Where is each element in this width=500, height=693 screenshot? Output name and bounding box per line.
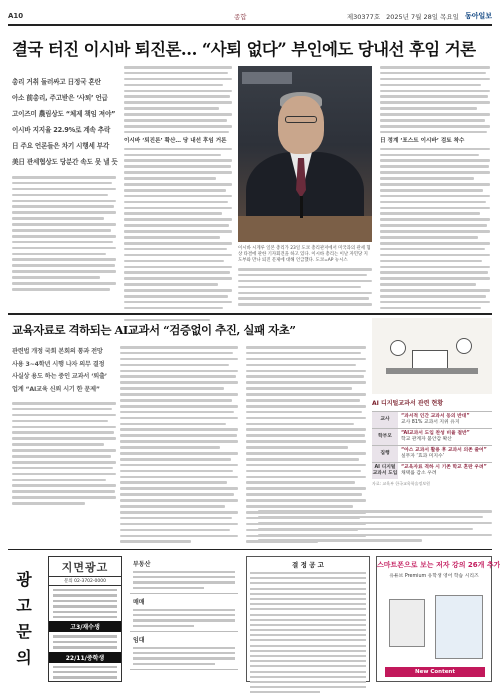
ad-label-char: 의	[16, 648, 32, 667]
box-row-value	[398, 446, 492, 462]
deck-line: 아소 前총리, 주고받은 ‘사퇴’ 언급	[12, 94, 108, 102]
classified-category: 22/11/중학생	[49, 652, 121, 663]
deck-line: 고이즈미 農림상도 “체제 책임 져야”	[12, 110, 116, 118]
box-row-question: “아스 교과서 활용 후 교과서 의존 줄어”	[401, 448, 487, 453]
english-course-ad[interactable]	[376, 556, 500, 682]
box-row-answer: 학교 관계자 불안감 확산	[401, 437, 452, 442]
box-row	[372, 445, 492, 462]
book-cover-image	[435, 595, 483, 659]
small-ad-item[interactable]	[130, 632, 238, 670]
small-ads	[130, 556, 238, 682]
newspaper-logo: 동아일보	[464, 12, 492, 20]
box-row-value	[398, 463, 492, 479]
deck-line: 사용 3~4학년 시행 나자 의무 결정	[12, 360, 105, 368]
box-row-question: “교육자료 격하 시 기존 학교 혼란 우려”	[401, 465, 487, 470]
photo-caption: 이시바 시게루 일본 총리가 23일 도쿄 총리관저에서 미국과의 관세 협상 타결에 관한 기자회견을 하고 있다. 이시바 총리는 이날 자민당 지도부와 만나 퇴진 문제에 대해 언급했다. 도쿄=AP 뉴시스	[238, 246, 371, 263]
classified-ad[interactable]	[48, 556, 122, 682]
issue-date: 2025년 7월 28일 목요일	[386, 12, 459, 21]
second-headline: 교육자료로 격하되는 AI교과서 “검증없이 추진, 실패 자초”	[12, 323, 296, 337]
deck-line: 관련법 개정 국회 본회의 통과 전망	[12, 348, 103, 355]
lead-body-col2	[124, 66, 232, 324]
book-cover-image	[389, 599, 425, 647]
deck-line: 사실상 용도 하는 중인 교과서 ‘퇴출’	[12, 373, 107, 380]
small-ad-title: 부동산	[133, 561, 151, 568]
box-row-question: “과서적 인간 교과서 동의 반대”	[401, 414, 470, 419]
ad-label-char: 문	[16, 622, 32, 641]
ai-textbook-illustration	[372, 318, 492, 394]
lead-subhead: 이시바 ‘퇴진론’ 확산… 당 내선 후임 거론	[124, 137, 227, 144]
deck-line: 美日 관세협상도 당분간 속도 못 낼 듯	[12, 158, 118, 166]
english-ad-cta: New Content	[385, 667, 485, 677]
deck-line: 이시바 지지율 22.9%로 계속 추락	[12, 126, 111, 134]
box-row-key: 학부모	[372, 429, 398, 445]
box-row-key: 교사	[372, 412, 398, 428]
section-rule	[8, 313, 492, 315]
notice-title: 결 정 공 고	[292, 561, 324, 569]
lead-body-col1	[12, 176, 116, 294]
lead-headline: 결국 터진 이시바 퇴진론… “사퇴 없다” 부인에도 당내선 후임 거론	[12, 40, 476, 59]
issue-number: 제30377호	[346, 12, 381, 21]
second-body-col1	[12, 402, 116, 508]
small-ad-item[interactable]	[130, 556, 238, 594]
classified-subtitle: 문의 02-3702-0000	[49, 577, 121, 586]
top-rule	[8, 24, 492, 26]
second-body-col2	[120, 346, 238, 546]
ads-rule	[8, 549, 492, 550]
ai-textbook-status-box	[372, 398, 492, 506]
classified-title: 지면광고	[49, 557, 121, 577]
small-ad-item[interactable]	[130, 594, 238, 632]
box-row	[372, 428, 492, 445]
box-row-answer: 실무자 ‘효과 미지수’	[401, 454, 445, 459]
section-name: 종합	[234, 12, 247, 21]
box-row-question: “AI교과서 도입 찬성 비율 절반”	[401, 431, 470, 436]
lead-subhead: 日 정계 ‘포스트 이시바’ 검토 착수	[380, 137, 465, 144]
box-title: AI 디지털교과서 관련 현황	[372, 400, 444, 407]
deck-line: 총리 거취 둘러싸고 日정국 혼란	[12, 78, 101, 86]
lead-body-col4	[380, 66, 490, 348]
second-body-col4	[258, 510, 492, 545]
page-number: A10	[8, 12, 24, 20]
ad-inquiry-label	[12, 558, 36, 680]
box-source: 자료: 교육부 한국교육학술정보원	[372, 481, 430, 486]
masthead-bar	[8, 9, 492, 23]
classified-category: 고3/재수생	[49, 621, 121, 632]
box-row-value	[398, 429, 492, 445]
box-row-key: 집행	[372, 446, 398, 462]
box-row	[372, 462, 492, 479]
box-row-answer: 교사 81% 교과서 지위 유지	[401, 420, 460, 425]
box-row	[372, 411, 492, 428]
small-ad-title: 임대	[133, 637, 145, 644]
lead-deck	[12, 74, 118, 170]
lead-body-col3	[238, 268, 372, 309]
lead-photo	[238, 66, 372, 242]
deck-line: 日 주요 언론들은 차기 시행세 부각	[12, 142, 110, 150]
box-row-value	[398, 412, 492, 428]
english-ad-title: 스마트폰으로 보는 저자 강의 26개 추가	[377, 561, 500, 569]
deck-line: 업계 “AI교육 신뢰 시기 한 문제”	[12, 385, 100, 393]
box-row-key: AI 디지털 교과서 도입	[372, 463, 398, 479]
small-ad-title: 매매	[133, 599, 145, 606]
ad-label-char: 고	[16, 596, 32, 615]
box-row-answer: 채택률 감소 우려	[401, 471, 437, 476]
ad-label-char: 광	[16, 570, 32, 589]
second-deck	[12, 346, 110, 396]
public-notice-ad[interactable]	[246, 556, 370, 682]
english-ad-subtitle: 유튜브 Premium 유학생 영어 학습 시리즈	[389, 574, 479, 579]
masthead-right	[347, 11, 492, 21]
